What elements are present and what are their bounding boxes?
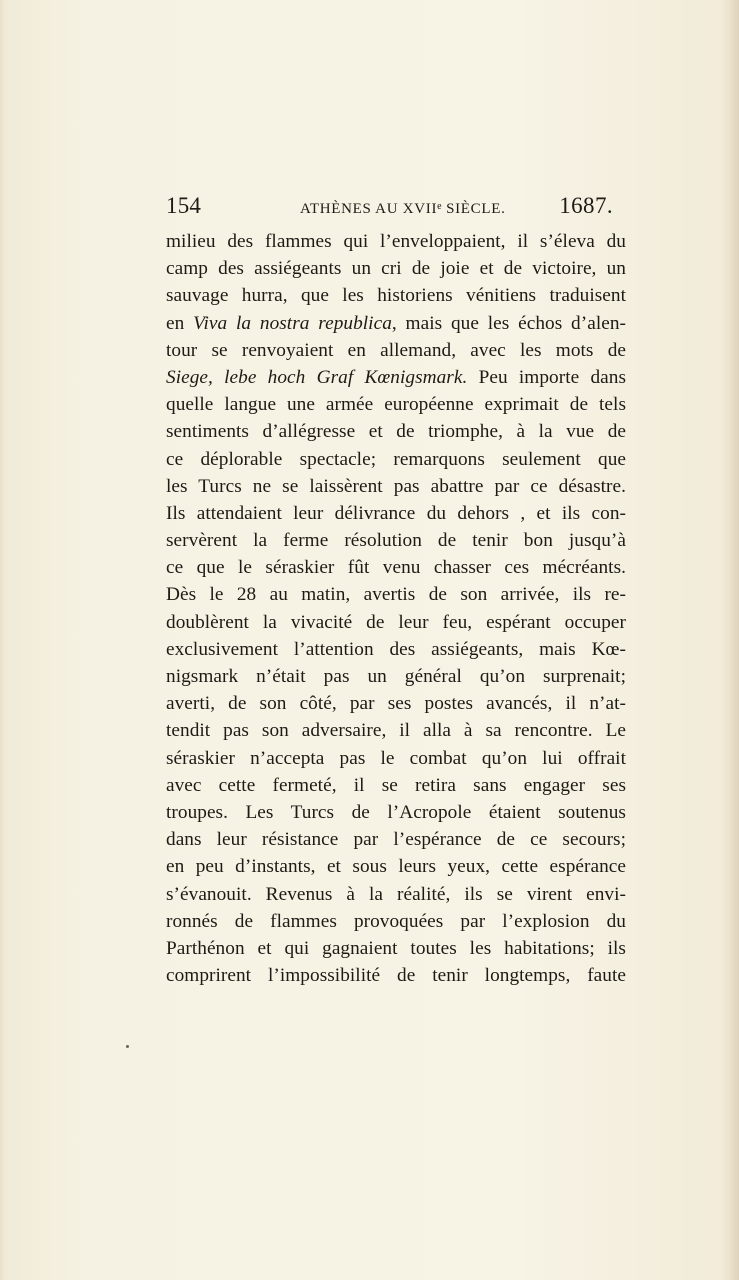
text-line: exclusivement l’attention des assiégeants, mais Kœ-: [166, 638, 626, 660]
text-line: troupes. Les Turcs de l’Acropole étaient soutenus: [166, 801, 626, 823]
text-line: sauvage hurra, que les historiens vénitiens traduisent: [166, 285, 626, 307]
text-line: les Turcs ne se laissèrent pas abattre par ce désastre.: [166, 475, 626, 497]
text-run: Peu importe dans: [467, 366, 626, 388]
text-line: averti, de son côté, par ses postes avancés, il n’at-: [166, 693, 626, 715]
page-gutter-shadow: [0, 0, 5, 1280]
text-run: , mais que les échos d’alen-: [391, 312, 626, 334]
text-line: avec cette fermeté, il se retira sans engager ses: [166, 774, 626, 796]
ink-speck: [126, 1045, 129, 1048]
text-line: tendit pas son adversaire, il alla à sa rencontre. Le: [166, 720, 626, 742]
italic-text-run: Viva la nostra republica: [193, 312, 392, 334]
text-line: Ils attendaient leur délivrance du dehors , et ils con-: [166, 502, 626, 524]
italic-text-run: Siege, lebe hoch Graf Kœnigsmark.: [166, 366, 468, 388]
page-edge-shadow: [721, 0, 739, 1280]
running-title-superscript: e: [437, 201, 442, 212]
text-line: [166, 310, 626, 337]
page-number: 154: [166, 193, 202, 218]
text-line: milieu des flammes qui l’enveloppaient, il s’éleva du: [166, 231, 626, 252]
running-title: [300, 200, 506, 220]
text-line: camp des assiégeants un cri de joie et de victoire, un: [166, 258, 626, 280]
text-line: en peu d’instants, et sous leurs yeux, cette espérance: [166, 856, 626, 878]
text-line: Parthénon et qui gagnaient toutes les habitations; ils: [166, 937, 626, 959]
text-line: nigsmark n’était pas un général qu’on surprenait;: [166, 666, 626, 687]
text-run: en: [166, 312, 194, 334]
year: 1687.: [559, 193, 613, 218]
running-title-main: ATHÈNES AU XVII: [300, 201, 438, 217]
body-text: [166, 228, 626, 989]
text-line: séraskier n’accepta pas le combat qu’on lui offrait: [166, 747, 626, 769]
text-line: comprirent l’impossibilité de tenir longtemps, faute: [166, 965, 626, 987]
text-line: ce que le séraskier fût venu chasser ces mécréants.: [166, 557, 626, 579]
text-line: ce déplorable spectacle; remarquons seulement que: [166, 448, 626, 470]
page-header: [166, 192, 613, 222]
text-line: servèrent la ferme résolution de tenir bon jusqu’à: [166, 530, 626, 552]
text-line: quelle langue une armée européenne exprimait de tels: [166, 394, 626, 416]
text-line: [166, 364, 626, 391]
running-title-suffix: SIÈCLE.: [441, 201, 506, 217]
text-line: sentiments d’allégresse et de triomphe, à la vue de: [166, 421, 626, 443]
text-line: Dès le 28 au matin, avertis de son arrivée, ils re-: [166, 584, 626, 606]
text-line: s’évanouit. Revenus à la réalité, ils se virent envi-: [166, 883, 626, 905]
text-line: dans leur résistance par l’espérance de ce secours;: [166, 829, 626, 851]
text-line: doublèrent la vivacité de leur feu, espérant occuper: [166, 611, 626, 633]
text-line: ronnés de flammes provoquées par l’explosion du: [166, 910, 626, 932]
text-line: tour se renvoyaient en allemand, avec les mots de: [166, 339, 626, 361]
